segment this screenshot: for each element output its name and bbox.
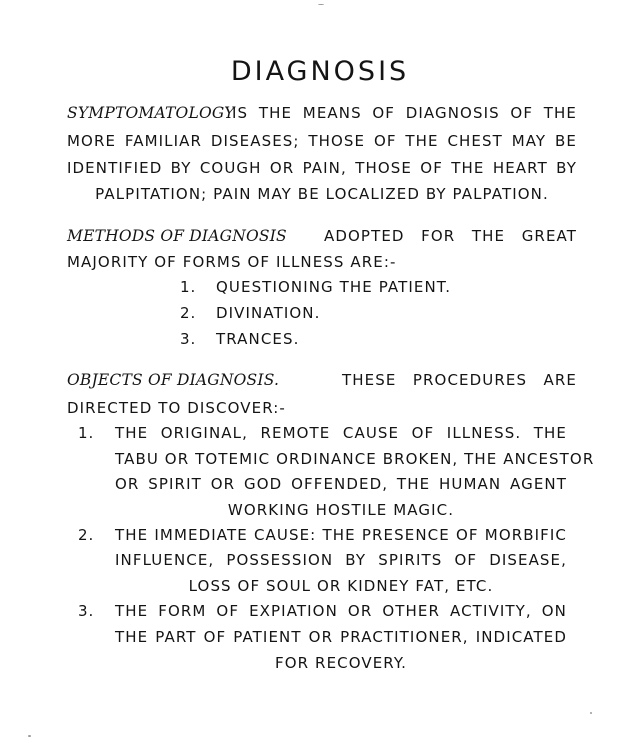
method-number: 1. <box>180 278 197 296</box>
method-number: 3. <box>180 330 197 348</box>
para1-line2: MORE FAMILIAR DISEASES; THOSE OF THE CHEST MAY BE <box>67 132 577 150</box>
para3-term-text: OBJECTS OF DIAGNOSIS. <box>67 371 280 389</box>
para1-line4: PALPITATION; PAIN MAY BE LOCALIZED BY PALPATION. <box>95 185 549 203</box>
object-line: THE PART OF PATIENT OR PRACTITIONER, INDICATED <box>115 628 567 646</box>
para2-term <box>67 226 287 246</box>
object-line: TABU OR TOTEMIC ORDINANCE BROKEN, THE ANCESTOR <box>115 450 595 468</box>
para2-line1: ADOPTED FOR THE GREAT <box>324 227 577 245</box>
para1-line1: IS THE MEANS OF DIAGNOSIS OF THE <box>232 104 577 122</box>
para2-term-text: METHODS OF DIAGNOSIS <box>67 227 287 245</box>
page-title: DIAGNOSIS <box>230 56 410 87</box>
method-item: DIVINATION. <box>216 304 321 322</box>
object-line: THE IMMEDIATE CAUSE: THE PRESENCE OF MORBIFIC <box>115 526 567 544</box>
object-number: 2. <box>78 526 95 544</box>
para3-line1: THESE PROCEDURES ARE <box>342 371 577 389</box>
scan-speck <box>590 712 592 714</box>
object-line: INFLUENCE, POSSESSION BY SPIRITS OF DISEASE, <box>115 551 567 569</box>
method-item: QUESTIONING THE PATIENT. <box>216 278 452 296</box>
object-line: THE FORM OF EXPIATION OR OTHER ACTIVITY, ON <box>115 602 567 620</box>
para1-term-text: SYMPTOMATOLOGY <box>67 104 235 122</box>
object-number: 1. <box>78 424 95 442</box>
method-item: TRANCES. <box>216 330 300 348</box>
para1-line3: IDENTIFIED BY COUGH OR PAIN, THOSE OF THE HEART BY <box>67 159 577 177</box>
object-line: WORKING HOSTILE MAGIC. <box>227 501 455 519</box>
object-line: FOR RECOVERY. <box>275 654 407 672</box>
object-line: OR SPIRIT OR GOD OFFENDED, THE HUMAN AGENT <box>115 475 567 493</box>
para3-line2: DIRECTED TO DISCOVER:- <box>67 399 286 417</box>
para3-term <box>67 370 279 390</box>
object-number: 3. <box>78 602 95 620</box>
scan-speck <box>318 4 324 5</box>
para1-term <box>67 103 235 123</box>
method-number: 2. <box>180 304 197 322</box>
scan-speck <box>28 735 31 737</box>
object-line: THE ORIGINAL, REMOTE CAUSE OF ILLNESS. THE <box>115 424 567 442</box>
para2-line2: MAJORITY OF FORMS OF ILLNESS ARE:- <box>67 253 397 271</box>
object-line: LOSS OF SOUL OR KIDNEY FAT, ETC. <box>188 577 494 595</box>
